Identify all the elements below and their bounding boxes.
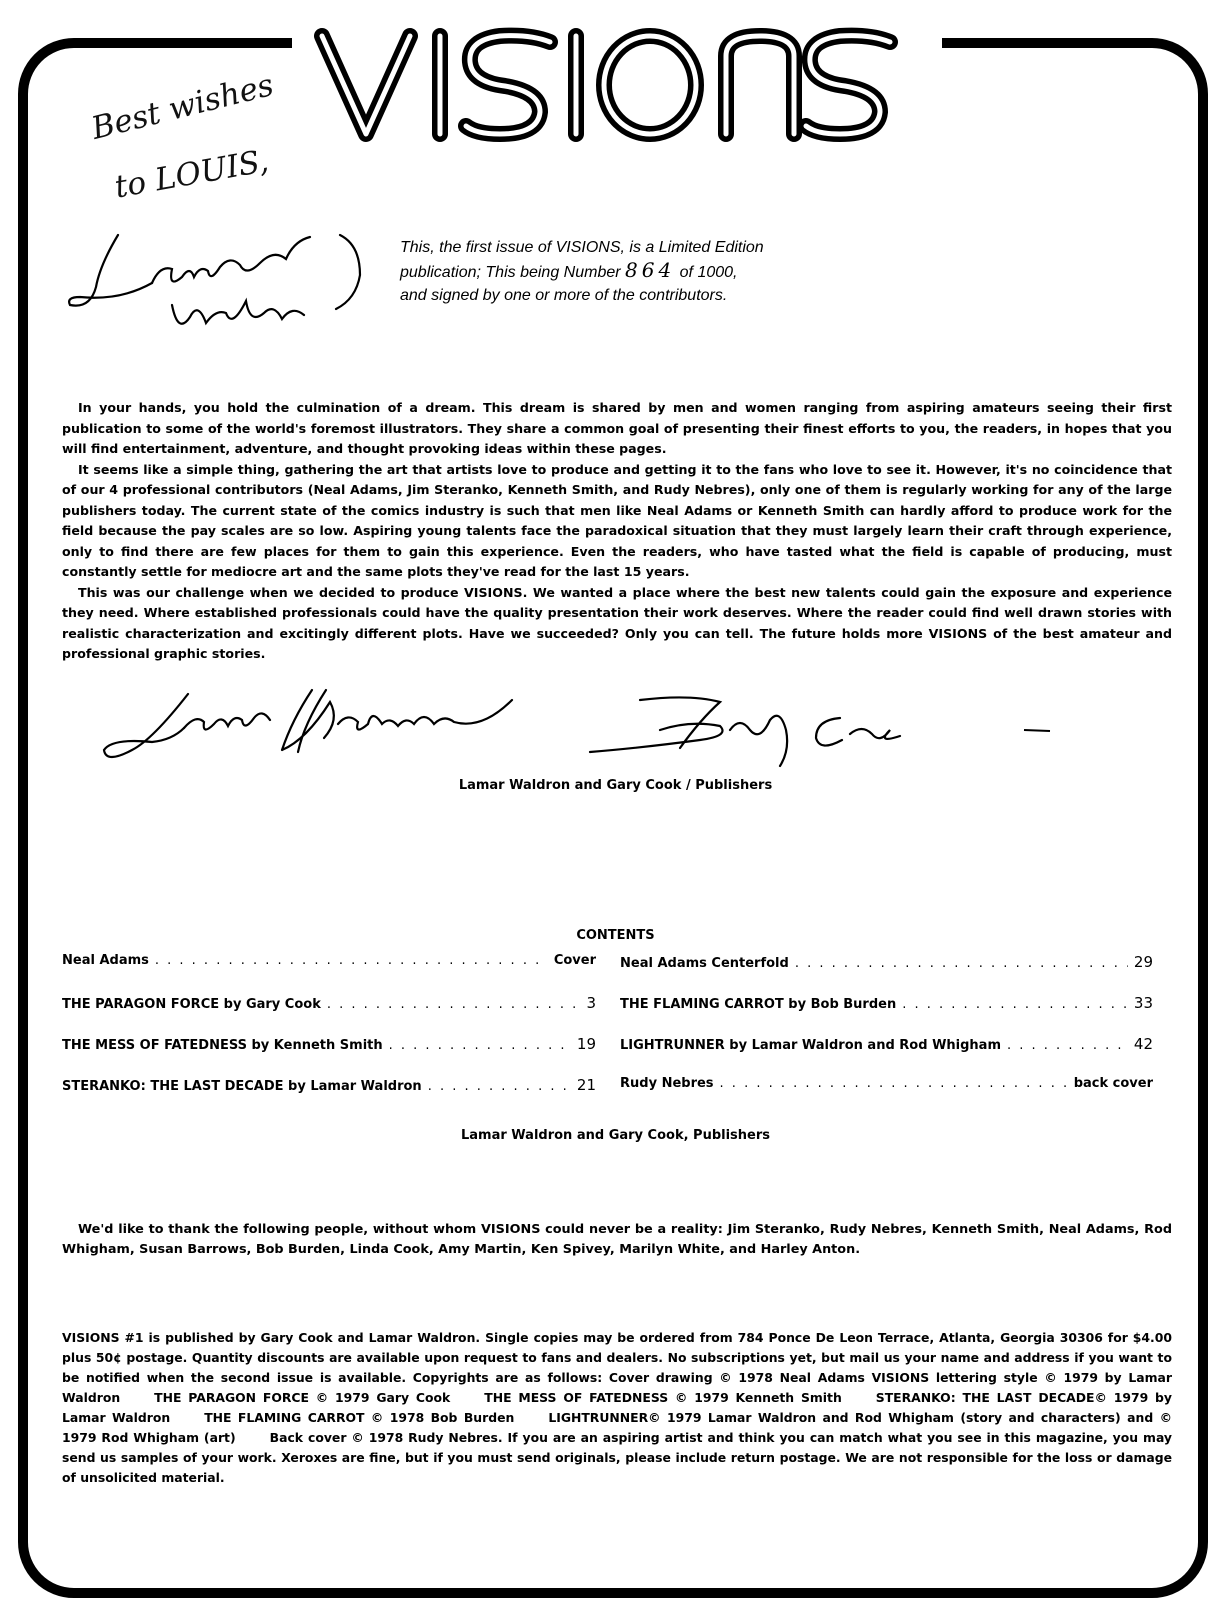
- contents-footer: Lamar Waldron and Gary Cook, Publishers: [460, 1128, 771, 1143]
- toc-entry: [620, 994, 1153, 1035]
- toc-page: 19: [576, 1035, 596, 1053]
- limited-edition-statement: [400, 236, 850, 307]
- visions-logo: [300, 6, 940, 146]
- editorial-paragraph-2: It seems like a simple thing, gathering the art that artists love to produce and getting it to the fans who love to see it. However, it's no coincidence that of our 4 professional contributors (Neal Adams, Jim Steranko, Kenneth Smith, and Rudy Nebres), only one of them is regularly working for any of the large publishers today. The current state of the comics industry is such that men like Neal Adams or Kenneth Smith can hardly afford to produce work for the field because the pay scales are so low. Aspiring young talents face the paradoxical situation that they must largely learn their craft through experience, only to find there are few places for them to gain this experience. Even the readers, who have tasted what the field is capable of producing, must constantly settle for mediocre art and the same plots they've read for the last 15 years.: [62, 461, 1172, 579]
- contents-right-column: [620, 953, 1153, 1117]
- toc-title: Neal Adams: [62, 953, 149, 968]
- toc-page: back cover: [1073, 1076, 1153, 1091]
- toc-entry: [620, 1035, 1153, 1076]
- toc-title: THE FLAMING CARROT by Bob Burden: [620, 997, 897, 1012]
- copyright-lightrunner: LIGHTRUNNER© 1979 Lamar Waldron and Rod Whigham (story and characters) and © 1979 Rod Whigham (art): [62, 1410, 1172, 1445]
- toc-entry: [62, 953, 596, 994]
- limited-edition-line1: This, the first issue of VISIONS, is a Limited Edition: [400, 239, 764, 256]
- toc-entry: [62, 1035, 596, 1076]
- signature-lamar-waldron: [92, 680, 532, 770]
- pen-mark: [1020, 724, 1060, 738]
- toc-entry: [620, 953, 1153, 994]
- limited-edition-line2-post: of 1000,: [679, 264, 738, 281]
- limited-edition-line2: [400, 259, 850, 284]
- limited-edition-line2-pre: publication; This being Number: [400, 264, 621, 281]
- toc-page: 29: [1133, 953, 1153, 971]
- toc-title: THE MESS OF FATEDNESS by Kenneth Smith: [62, 1038, 383, 1053]
- editorial-paragraph-3: This was our challenge when we decided to produce VISIONS. We wanted a place where the best new talents could gain the exposure and experience they need. Where established professionals could have the quality presentation their work deserves. Where the reader could find well drawn stories with realistic characterization and excitingly different plots. Have we succeeded? Only you can tell. The future holds more VISIONS of the best amateur and professional graphic stories.: [62, 584, 1172, 661]
- editorial-text: [62, 398, 1172, 665]
- inscription-line2: to LOUIS,: [112, 143, 272, 206]
- acknowledgements: We'd like to thank the following people, without whom VISIONS could never be a reality: Jim Steranko, Rudy Nebres, Kenneth Smith, Neal Adams, Rod Whigham, Susan Barrows, Bob Burden, Linda Cook, Amy Martin, Ken Spivey, Marilyn White, and Harley Anton.: [62, 1222, 1172, 1257]
- limited-edition-line3: and signed by one or more of the contributors.: [400, 287, 728, 304]
- toc-title: LIGHTRUNNER by Lamar Waldron and Rod Whigham: [620, 1038, 1001, 1053]
- edition-number: 864: [625, 258, 676, 282]
- toc-title: Rudy Nebres: [620, 1076, 714, 1091]
- publishers-caption: Lamar Waldron and Gary Cook / Publishers: [458, 778, 773, 793]
- toc-title: THE PARAGON FORCE by Gary Cook: [62, 997, 321, 1012]
- toc-page: Cover: [553, 953, 596, 968]
- toc-page: 33: [1133, 994, 1153, 1012]
- publication-info: [62, 1328, 1172, 1488]
- publication-outro: Back cover © 1978 Rudy Nebres. If you are an aspiring artist and think you can match what you see in this magazine, you may send us samples of your work. Xeroxes are fine, but if you must send originals, please include return postage. We are not responsible for the loss or damage of unsolicited material.: [62, 1430, 1173, 1485]
- copyright-flaming-carrot: THE FLAMING CARROT © 1978 Bob Burden: [204, 1410, 515, 1425]
- signature-lamar-top: [60, 205, 400, 345]
- copyright-mess-of-fatedness: THE MESS OF FATEDNESS © 1979 Kenneth Smith: [484, 1390, 842, 1405]
- toc-entry: [620, 1076, 1153, 1117]
- copyright-steranko: STERANKO: THE LAST DECADE© 1979 by Lamar Waldron: [62, 1390, 1172, 1425]
- contents-left-column: [62, 953, 596, 1117]
- toc-page: 3: [586, 994, 596, 1012]
- toc-title: STERANKO: THE LAST DECADE by Lamar Waldron: [62, 1079, 422, 1094]
- editorial-paragraph-1: In your hands, you hold the culmination of a dream. This dream is shared by men and women ranging from aspiring amateurs seeing their first publication to some of the world's foremost illustrators. They share a common goal of presenting their finest efforts to you, the readers, in hopes that you will find entertainment, adventure, and thought provoking ideas within these pages.: [62, 400, 1172, 456]
- toc-title: Neal Adams Centerfold: [620, 956, 789, 971]
- copyright-paragon-force: THE PARAGON FORCE © 1979 Gary Cook: [154, 1390, 451, 1405]
- toc-page: 21: [576, 1076, 596, 1094]
- contents-title: CONTENTS: [576, 928, 655, 943]
- signature-gary-cook: [580, 690, 910, 770]
- publication-intro: VISIONS #1 is published by Gary Cook and Lamar Waldron. Single copies may be ordered from 784 Ponce De Leon Terrace, Atlanta, Georgia 30306 for $4.00 plus 50¢ postage. Quantity discounts are available upon request to fans and dealers. No subscriptions yet, but mail us your name and address if you want to be notified when the second issue is available. Copyrights are as follows: Cover drawing © 1978 Neal Adams VISIONS lettering style © 1979 by Lamar Waldron: [62, 1330, 1172, 1405]
- inscription-line1: Best wishes: [88, 67, 278, 147]
- toc-entry: [62, 994, 596, 1035]
- toc-entry: [62, 1076, 596, 1117]
- toc-page: 42: [1133, 1035, 1153, 1053]
